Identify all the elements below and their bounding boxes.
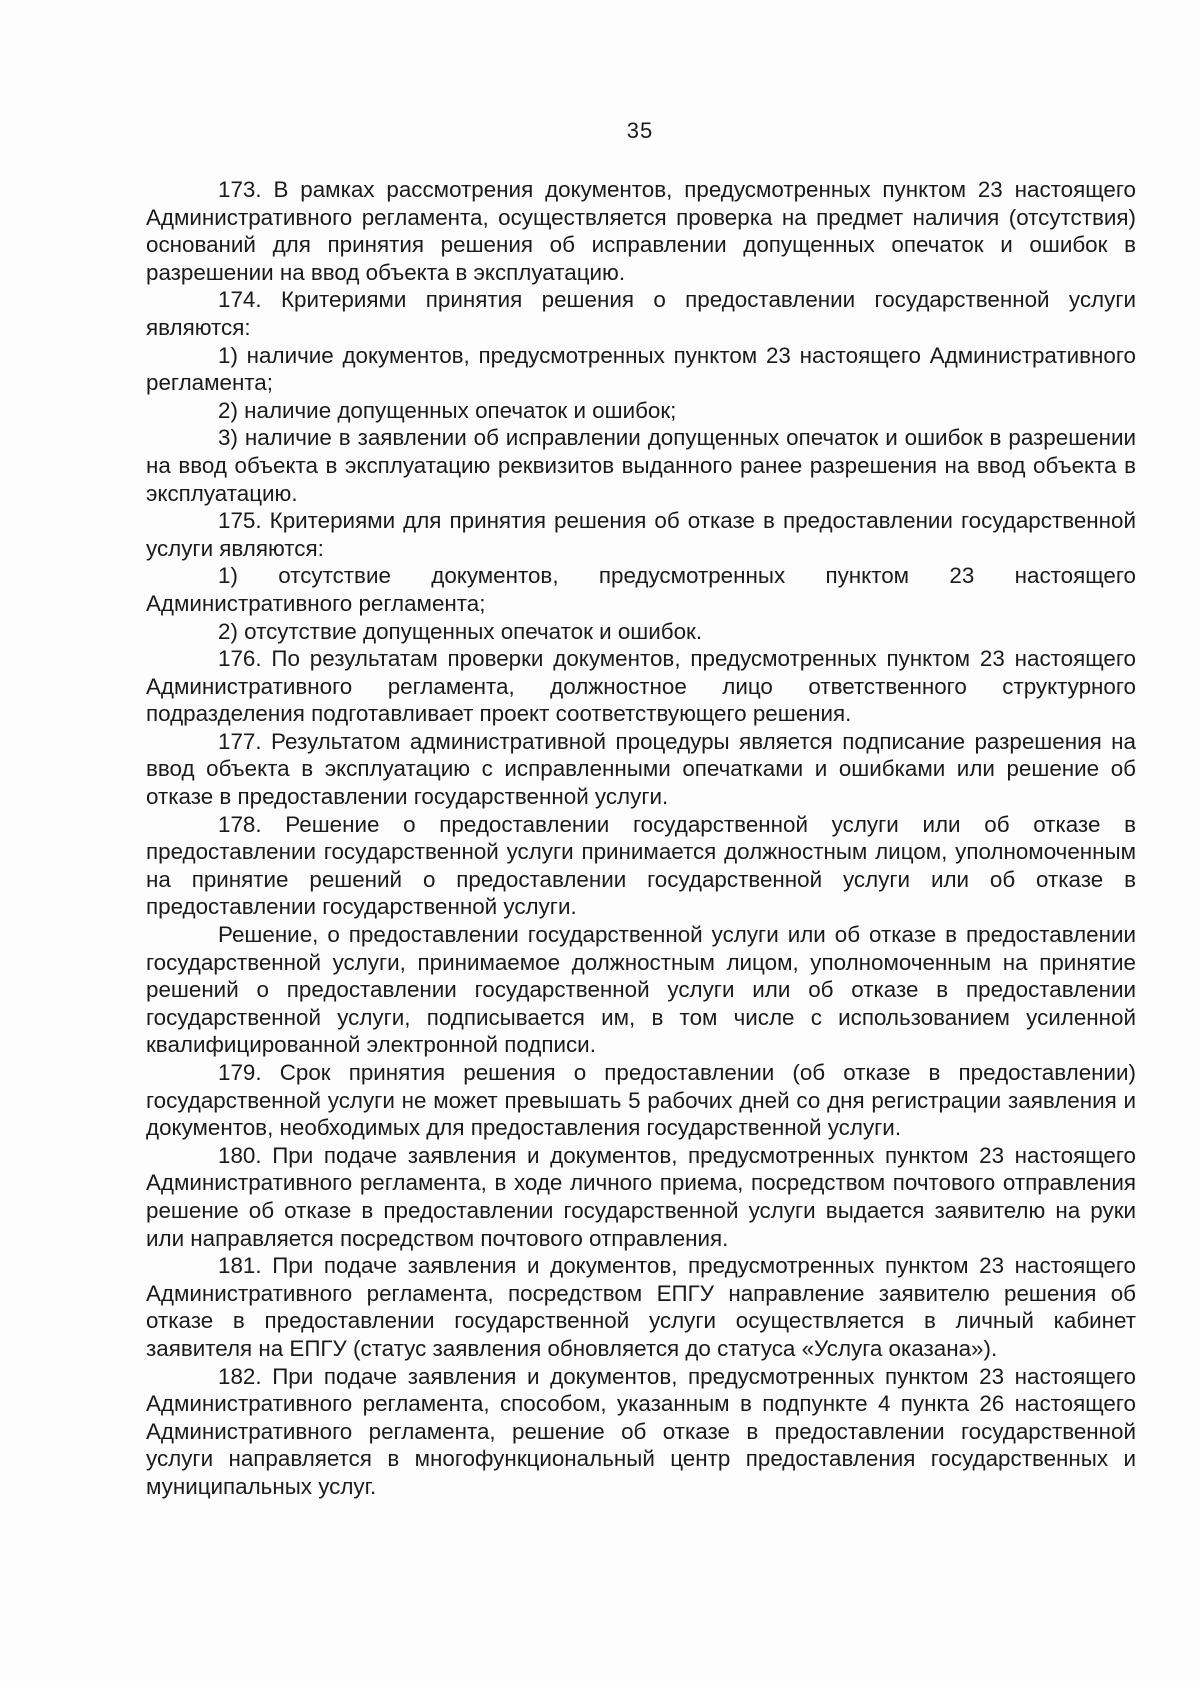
paragraph-175-item-2: 2) отсутствие допущенных опечаток и ошибок. (218, 618, 703, 644)
paragraph-175-item-1: 1) отсутствие документов, предусмотренных пунктом 23 настоящего Административного регламента; (146, 563, 1136, 616)
paragraph-182: 182. При подаче заявления и документов, предусмотренных пунктом 23 настоящего Административного регламента, способом, указанным в подпункте 4 пункта 26 настоящего Административного регламента, решение об отказе в предоставлении государственной услуги направляется в многофункциональный центр предоставления государственных и муниципальных услуг. (146, 1363, 1136, 1499)
paragraph-174-item-2: 2) наличие допущенных опечаток и ошибок; (218, 397, 677, 423)
paragraph-174-item-1: 1) наличие документов, предусмотренных пунктом 23 настоящего Административного регламента; (146, 342, 1136, 396)
paragraph-175: 175. Критериями для принятия решения об отказе в предоставлении государственной услуги являются: (146, 508, 1136, 561)
paragraph-178: 178. Решение о предоставлении государственной услуги или об отказе в предоставлении государственной услуги принимается должностным лицом, уполномоченным на принятие решений о предоставлении государственной услуги или об отказе в предоставлении государственной услуги. (146, 811, 1136, 920)
paragraph-174-item-3: 3) наличие в заявлении об исправлении допущенных опечаток и ошибок в разрешении на ввод объекта в эксплуатацию реквизитов выданного ранее разрешения на ввод объекта в эксплуатацию. (146, 425, 1136, 506)
paragraph-181: 181. При подаче заявления и документов, предусмотренных пунктом 23 настоящего Административного регламента, посредством ЕПГУ направление заявителю решения об отказе в предоставлении государственной услуги осуществляется в личный кабинет заявителя на ЕПГУ (статус заявления обновляется до статуса «Услуга оказана»). (146, 1253, 1136, 1361)
document-body (146, 176, 1136, 1501)
paragraph-173: 173. В рамках рассмотрения документов, предусмотренных пунктом 23 настоящего Административного регламента, осуществляется проверка на предмет наличия (отсутствия) оснований для принятия решения об исправлении допущенных опечаток и ошибок в разрешении на ввод объекта в эксплуатацию. (146, 177, 1136, 285)
paragraph-180: 180. При подаче заявления и документов, предусмотренных пунктом 23 настоящего Административного регламента, в ходе личного приема, посредством почтового отправления решение об отказе в предоставлении государственной услуги выдается заявителю на руки или направляется посредством почтового отправления. (146, 1142, 1136, 1251)
paragraph-176: 176. По результатам проверки документов, предусмотренных пунктом 23 настоящего Административного регламента, должностное лицо ответственного структурного подразделения подготавливает проект соответствующего решения. (146, 646, 1136, 727)
paragraph-179: 179. Срок принятия решения о предоставлении (об отказе в предоставлении) государственной услуги не может превышать 5 рабочих дней со дня регистрации заявления и документов, необходимых для предоставления государственной услуги. (146, 1060, 1136, 1141)
page-number: 35 (626, 118, 654, 143)
paragraph-174: 174. Критериями принятия решения о предоставлении государственной услуги являются: (146, 287, 1136, 340)
paragraph-178-continued: Решение, о предоставлении государственной услуги или об отказе в предоставлении государственной услуги, принимаемое должностным лицом, уполномоченным на принятие решений о предоставлении государственной услуги или об отказе в предоставлении государственной услуги, подписывается им, в том числе с использованием усиленной квалифицированной электронной подписи. (146, 922, 1136, 1058)
paragraph-177: 177. Результатом административной процедуры является подписание разрешения на ввод объекта в эксплуатацию с исправленными опечатками и ошибками или решение об отказе в предоставлении государственной услуги. (146, 728, 1136, 810)
